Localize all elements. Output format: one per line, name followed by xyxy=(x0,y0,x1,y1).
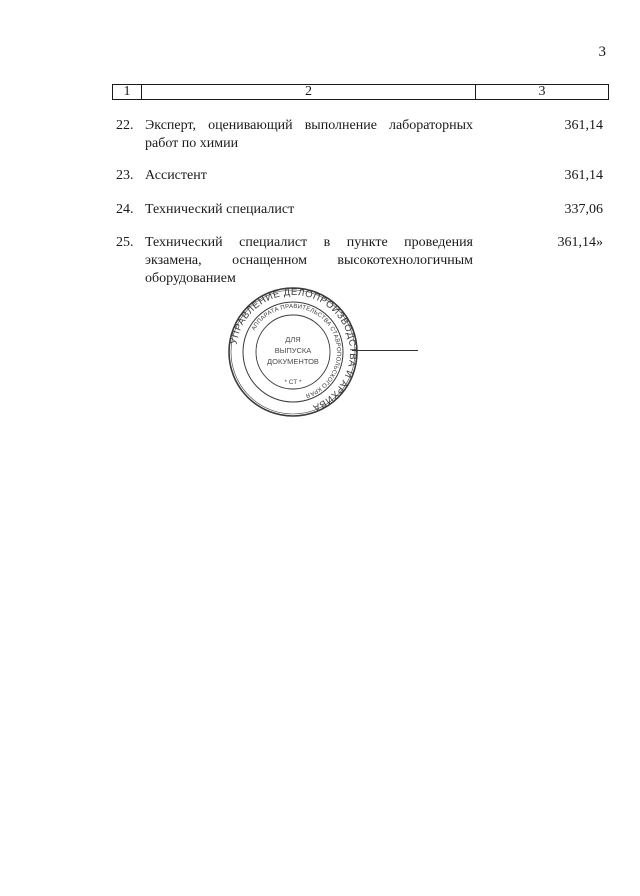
row-position-name: Эксперт, оценивающий выполнение лабораторных работ по химии xyxy=(145,118,473,151)
stamp-seal-icon xyxy=(226,286,360,418)
stamp-outer-text: УПРАВЛЕНИЕ ДЕЛОПРОИЗВОДСТВА И АРХИВА xyxy=(228,286,359,414)
column-header-3: 3 xyxy=(538,84,546,99)
official-stamp xyxy=(226,286,360,418)
row-position-name: Технический специалист xyxy=(145,202,295,217)
stamp-center-line-1: ДЛЯ xyxy=(285,335,301,344)
column-header-2: 2 xyxy=(142,85,476,99)
stamp-inner-text: АППАРАТА ПРАВИТЕЛЬСТВА СТАВРОПОЛЬСКОГО КРАЯ xyxy=(250,303,342,399)
signature-line xyxy=(352,350,418,351)
row-value: 361,14 xyxy=(564,118,603,133)
row-number: 22. xyxy=(116,118,134,133)
column-header-1: 1 xyxy=(113,85,142,99)
stamp-center-line-3: ДОКУМЕНТОВ xyxy=(267,357,319,366)
stamp-bottom-mark: * СТ * xyxy=(284,379,302,386)
row-value: 361,14 xyxy=(564,168,603,183)
row-number: 25. xyxy=(116,235,134,250)
row-position-name: Ассистент xyxy=(145,168,207,183)
table-header-row xyxy=(112,84,609,100)
row-value: 361,14» xyxy=(557,235,603,250)
page-number: 3 xyxy=(598,44,606,60)
row-value: 337,06 xyxy=(564,202,603,217)
row-number: 24. xyxy=(116,202,134,217)
row-position-name: Технический специалист в пункте проведения экзамена, оснащенном высокотехнологичным оборудованием xyxy=(145,235,473,286)
row-number: 23. xyxy=(116,168,134,183)
stamp-center-line-2: ВЫПУСКА xyxy=(274,346,312,355)
